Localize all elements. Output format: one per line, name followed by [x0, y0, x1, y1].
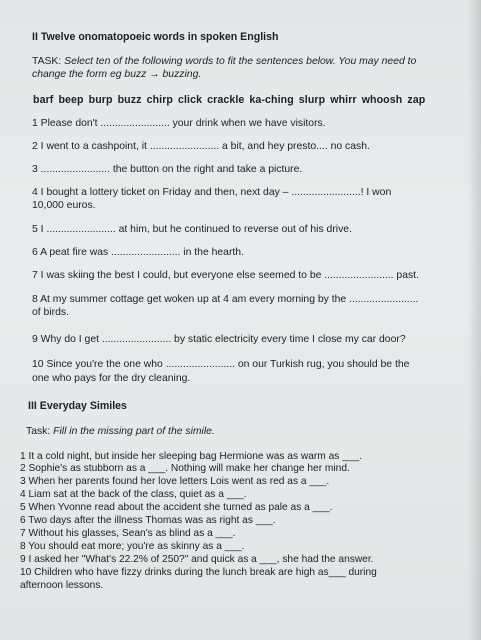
section3-task-label: Task: [26, 426, 54, 437]
simile-8: 8 You should eat more; you're as skinny as a ___. [20, 541, 245, 552]
section2-heading: II Twelve onomatopoeic words in spoken English [32, 31, 279, 43]
sentence-10-cont: one who pays for the dry cleaning. [32, 373, 191, 384]
sentence-4: 4 I bought a lottery ticket on Friday and then, next day – ........................! I won [32, 187, 392, 198]
sentence-9: 9 Why do I get ........................ by static electricity every time I close my car door? [32, 334, 406, 345]
section2-task-line1 [32, 56, 416, 67]
sentence-5: 5 I ........................ at him, but he continued to reverse out of his drive. [32, 224, 352, 235]
word-bank: barf beep burp buzz chirp click crackle ka-ching slurp whirr whoosh zap [33, 94, 426, 106]
simile-10-cont: afternoon lessons. [20, 580, 104, 591]
sentence-2: 2 I went to a cashpoint, it ........................ a bit, and hey presto.... no cash. [32, 141, 370, 152]
section3-heading: III Everyday Similes [28, 400, 127, 412]
simile-1: 1 It a cold night, but inside her sleeping bag Hermione was as warm as ___. [20, 451, 363, 462]
simile-6: 6 Two days after the illness Thomas was as right as ___. [20, 515, 276, 526]
simile-5: 5 When Yvonne read about the accident she turned as pale as a ___. [20, 502, 333, 513]
simile-10: 10 Children who have fizzy drinks during the lunch break are high as___ during [20, 567, 377, 578]
simile-9: 9 I asked her "What's 22.2% of 250?" and quick as a ___, she had the answer. [20, 554, 374, 565]
sentence-7: 7 I was skiing the best I could, but everyone else seemed to be ........................ past. [32, 270, 419, 281]
simile-3: 3 When her parents found her love letters Lois went as red as a ___. [20, 476, 330, 487]
section2-task-label: TASK: [32, 56, 62, 67]
page-edge-shadow [467, 0, 481, 640]
sentence-4-cont: 10,000 euros. [32, 200, 96, 211]
simile-7: 7 Without his glasses, Sean's as blind as a ___. [20, 528, 236, 539]
sentence-10: 10 Since you're the one who ........................ on our Turkish rug, you should be the [32, 359, 410, 370]
section2-task-line2: change the form eg buzz → buzzing. [32, 69, 202, 80]
section2-task-text1: Select ten of the following words to fit the sentences below. You may need to [61, 56, 417, 67]
section3-task [26, 426, 215, 437]
simile-4: 4 Liam sat at the back of the class, quiet as a ___. [20, 489, 247, 500]
simile-2: 2 Sophie's as stubborn as a ___. Nothing will make her change her mind. [20, 463, 350, 474]
sentence-3: 3 ........................ the button on the right and take a picture. [32, 164, 303, 175]
sentence-6: 6 A peat fire was ........................ in the hearth. [32, 247, 244, 258]
sentence-1: 1 Please don't ........................ your drink when we have visitors. [32, 118, 326, 129]
section3-task-text: Fill in the missing part of the simile. [53, 426, 215, 437]
sentence-8-cont: of birds. [32, 307, 69, 318]
sentence-8: 8 At my summer cottage get woken up at 4 am every morning by the ........................ [32, 294, 419, 305]
